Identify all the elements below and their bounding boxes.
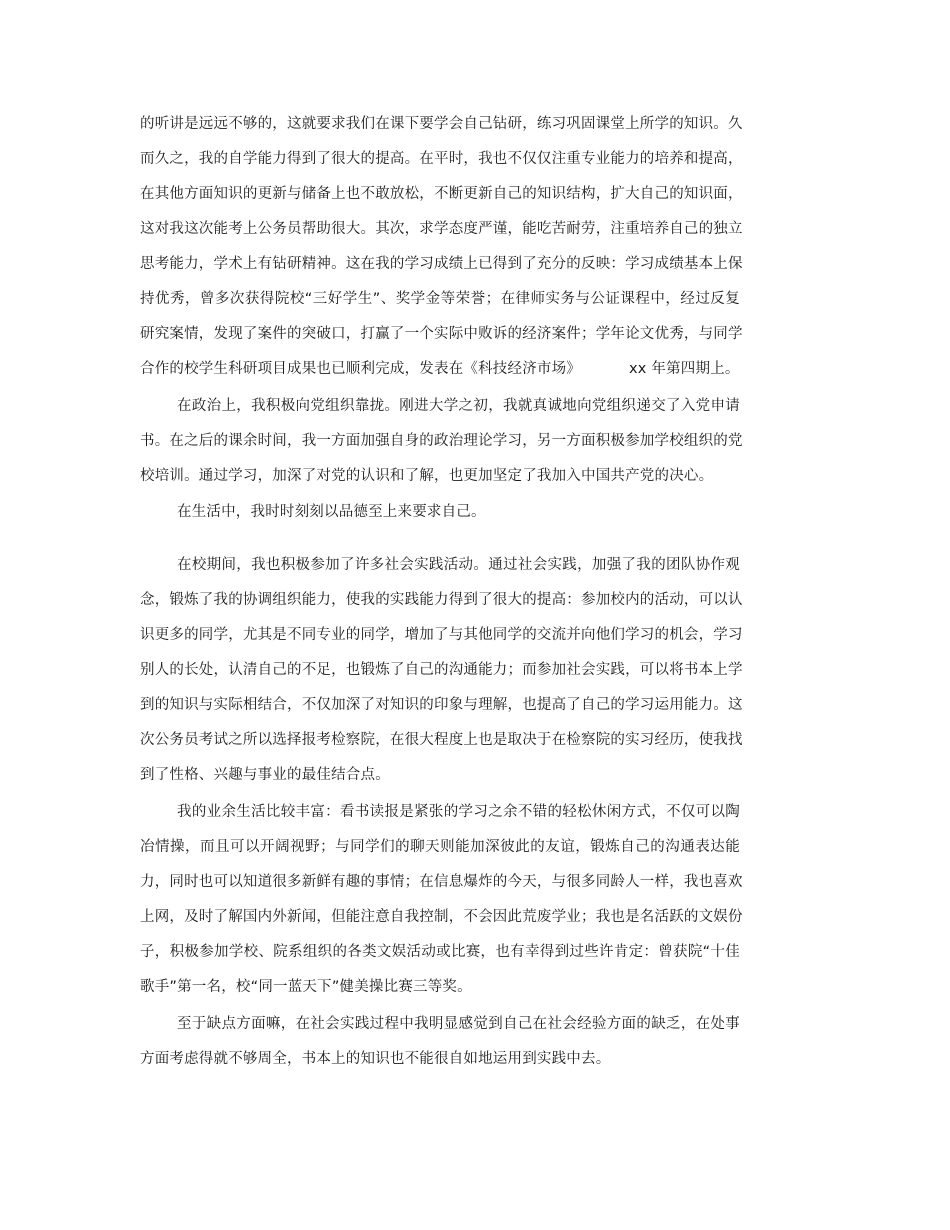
paragraph-1-line-3: 在其他方面知识的更新与储备上也不敢放松，不断更新自己的知识结构，扩大自己的知识面， (140, 186, 743, 202)
paragraph-4-line-1: 在校期间，我也积极参加了许多社会实践活动。通过社会实践，加强了我的团队协作观 (177, 557, 740, 573)
paragraph-3-line-1: 在生活中，我时时刻刻以品德至上来要求自己。 (177, 504, 486, 520)
paragraph-5-line-3: 力，同时也可以知道很多新鲜有趣的事情；在信息爆炸的今天，与很多同龄人一样，我也喜欢 (140, 874, 743, 890)
paragraph-2-line-3: 校培训。通过学习，加深了对党的认识和了解，也更加坚定了我加入中国共产党的决心。 (140, 468, 714, 484)
paragraph-5-line-2: 冶情操，而且可以开阔视野；与同学们的聊天则能加深彼此的友谊，锻炼自己的沟通表达能 (140, 839, 740, 855)
paragraph-1-line-1: 的听讲是远远不够的，这就要求我们在课下要学会自己钻研，练习巩固课堂上所学的知识。久 (140, 116, 743, 132)
paragraph-6-line-2: 方面考虑得就不够周全，书本上的知识也不能很自如地运用到实践中去。 (140, 1051, 611, 1067)
paragraph-4-line-7: 到了性格、兴趣与事业的最佳结合点。 (140, 767, 390, 783)
paragraph-1-line-2: 而久之，我的自学能力得到了很大的提高。在平时，我也不仅仅注重专业能力的培养和提高， (140, 151, 743, 167)
paragraph-2-line-2: 书。在之后的课余时间，我一方面加强自身的政治理论学习，另一方面积极参加学校组织的党 (140, 433, 743, 449)
paragraph-4-line-2: 念，锻炼了我的协调组织能力，使我的实践能力得到了很大的提高：参加校内的活动，可以认 (140, 592, 743, 608)
paragraph-2-line-1: 在政治上，我积极向党组织靠拢。刚进大学之初，我就真诚地向党组织递交了入党申请 (177, 398, 740, 414)
paragraph-4-line-3: 识更多的同学，尤其是不同专业的同学，增加了与其他同学的交流并向他们学习的机会，学习 (140, 627, 743, 643)
paragraph-5-line-6: 歌手”第一名，校“同一蓝天下”健美操比赛三等奖。 (140, 979, 472, 995)
paragraph-4-line-5: 到的知识与实际相结合，不仅加深了对知识的印象与理解，也提高了自己的学习运用能力。这 (140, 697, 743, 713)
paragraph-1-line-6: 持优秀，曾多次获得院校“三好学生”、奖学金等荣誉；在律师实务与公证课程中，经过反复 (140, 291, 740, 307)
paragraph-1-line-8-text-a: 合作的校学生科研项目成果也已顺利完成，发表在《科技经济市场》 (140, 361, 581, 377)
paragraph-6-line-1: 至于缺点方面嘛，在社会实践过程中我明显感觉到自己在社会经验方面的缺乏，在处事 (177, 1016, 740, 1032)
paragraph-5-line-1: 我的业余生活比较丰富：看书读报是紧张的学习之余不错的轻松休闲方式，不仅可以陶 (177, 804, 740, 820)
paragraph-4-line-6: 次公务员考试之所以选择报考检察院，在很大程度上也是取决于在检察院的实习经历，使我找 (140, 732, 743, 748)
paragraph-4-line-4: 别人的长处，认清自己的不足，也锻炼了自己的沟通能力；而参加社会实践，可以将书本上学 (140, 662, 743, 678)
paragraph-1-line-4: 这对我这次能考上公务员帮助很大。其次，求学态度严谨，能吃苦耐劳，注重培养自己的独立 (140, 221, 743, 237)
paragraph-5-line-5: 子，积极参加学校、院系组织的各类文娱活动或比赛，也有幸得到过些许肯定：曾获院“十佳 (140, 944, 740, 960)
paragraph-1-line-8 (140, 357, 740, 381)
paragraph-1-line-5: 思考能力，学术上有钻研精神。这在我的学习成绩上已得到了充分的反映：学习成绩基本上保 (140, 256, 743, 272)
paragraph-1-line-8-text-b: xx 年第四期上。 (629, 361, 740, 377)
paragraph-1-line-7: 研究案情，发现了案件的突破口，打赢了一个实际中败诉的经济案件；学年论文优秀，与同学 (140, 326, 743, 342)
paragraph-5-line-4: 上网，及时了解国内外新闻，但能注意自我控制，不会因此荒废学业；我也是名活跃的文娱份 (140, 909, 743, 925)
